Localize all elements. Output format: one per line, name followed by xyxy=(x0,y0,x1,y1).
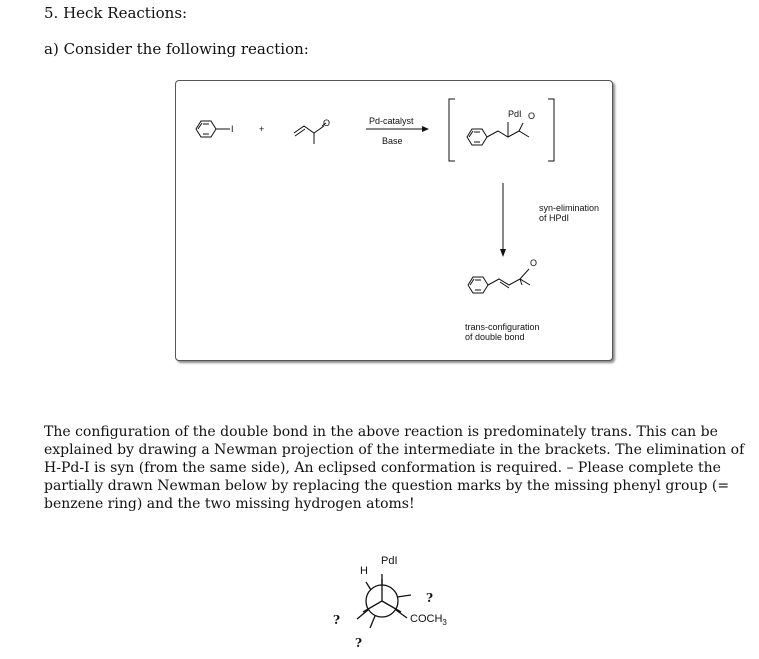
note-line1: trans-configuration xyxy=(465,322,540,332)
note-line2: of double bond xyxy=(465,332,525,342)
step-label-line1: syn-elimination xyxy=(539,203,600,213)
plus-sign: + xyxy=(259,124,265,134)
reaction-scheme-drawing xyxy=(176,81,612,360)
instructions-paragraph: The configuration of the double bond in the above reaction is predominately trans. This can be explained by drawing a Newman projection of the intermediate in the brackets. The elimination of H-Pd-I is syn (from the same side), An eclipsed conformation is required. – Please complete the partially drawn Newman below by replacing the question marks by the missing phenyl group (= benzene ring) and the two missing hydrogen atoms! xyxy=(44,424,745,512)
newman-acetyl-label: $COCH_3$ xyxy=(410,613,447,627)
question-mark-right: ? xyxy=(426,591,434,605)
reagent-base: Base xyxy=(382,136,403,146)
step-label-line2: of HPdI xyxy=(539,213,570,223)
newman-projection xyxy=(330,550,460,655)
bracket-left xyxy=(449,99,455,161)
question-mark-left: ? xyxy=(333,613,341,627)
iodobenzene-ring xyxy=(196,121,216,137)
newman-h-label: H xyxy=(360,565,368,577)
bracket-right xyxy=(548,99,554,161)
iodine-label: I xyxy=(231,124,234,134)
product-ring xyxy=(468,277,488,293)
newman-pdi-label: PdI xyxy=(381,555,398,567)
product-oxygen: O xyxy=(530,258,538,268)
oxygen-label: O xyxy=(323,118,331,128)
intermediate-oxygen: O xyxy=(528,111,536,121)
question-heading: a) Consider the following reaction: xyxy=(44,40,309,58)
question-mark-bottom: ? xyxy=(355,636,363,650)
reaction-scheme xyxy=(175,80,613,361)
reagent-catalyst: Pd-catalyst xyxy=(369,116,414,126)
pdi-label: PdI xyxy=(508,109,522,119)
intermediate-ring xyxy=(467,129,487,145)
product-chain xyxy=(488,279,530,285)
enone-chain xyxy=(294,126,324,133)
section-heading: 5. Heck Reactions: xyxy=(44,4,188,22)
